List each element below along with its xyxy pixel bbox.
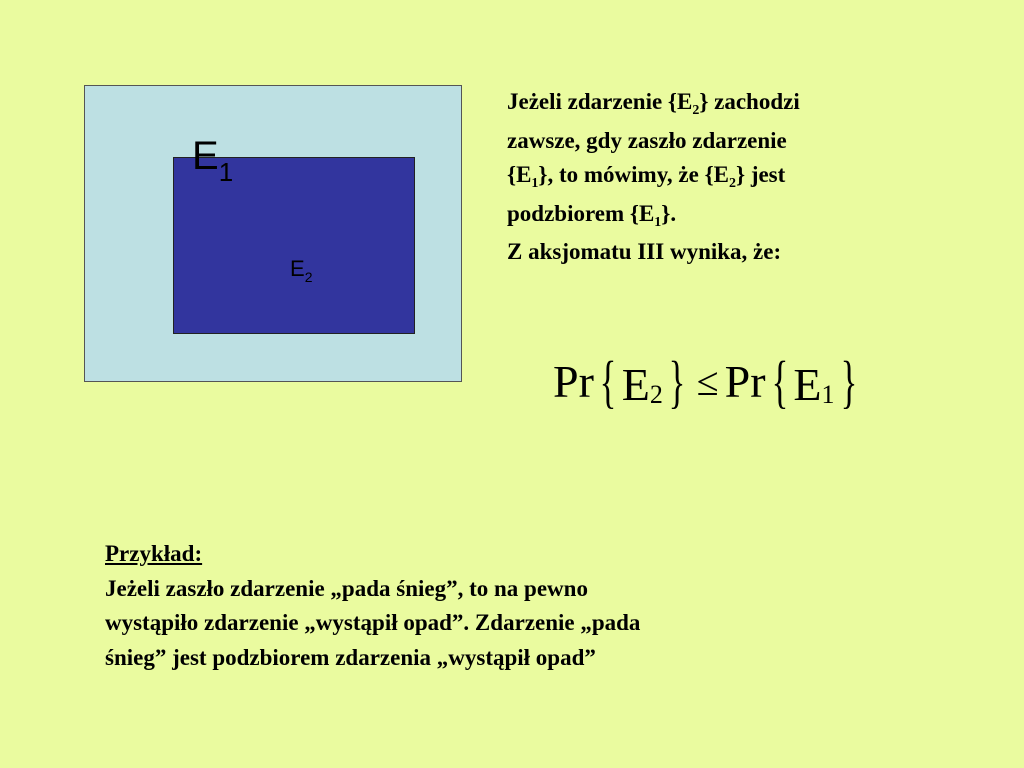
example-line-3: śnieg” jest podzbiorem zdarzenia „wystąpił opad” [105,644,596,670]
formula-pr-left: Pr [553,356,594,408]
example-block [105,537,985,675]
inner-set-e2 [173,157,415,334]
formula-leq-symbol: ≤ [696,359,719,405]
example-line-1: Jeżeli zaszło zdarzenie „pada śnieg”, to na pewno [105,575,588,601]
definition-line-5: Z aksjomatu III wynika, że: [507,239,782,264]
definition-line-1: Jeżeli zdarzenie $\{E_2\}$ zachodzi [507,89,800,118]
definition-text [507,85,997,270]
label-e2: $E_2$ [290,256,313,285]
formula-open-brace-right: { [771,349,788,415]
formula-close-brace-right: } [840,349,857,415]
definition-line-2: zawsze, gdy zaszło zdarzenie [507,127,787,153]
formula-pr-right: Pr [724,356,766,408]
probability-inequality-formula [553,338,862,418]
formula-close-brace-left: } [668,349,686,415]
formula-e-right: E1 [793,358,835,410]
formula-open-brace-left: { [599,349,617,415]
example-heading: Przykład: [105,541,203,566]
formula-e-left: E2 [621,358,663,410]
label-e1: $E_1$ [192,134,234,187]
definition-line-3: $\{E_1\}$, to mówimy, że $\{E_2\}$ jest [507,162,786,191]
example-line-2: wystąpiło zdarzenie „wystąpił opad”. Zdarzenie „pada [105,610,641,635]
definition-line-4: podzbiorem $\{E_1\}$. [507,200,677,230]
